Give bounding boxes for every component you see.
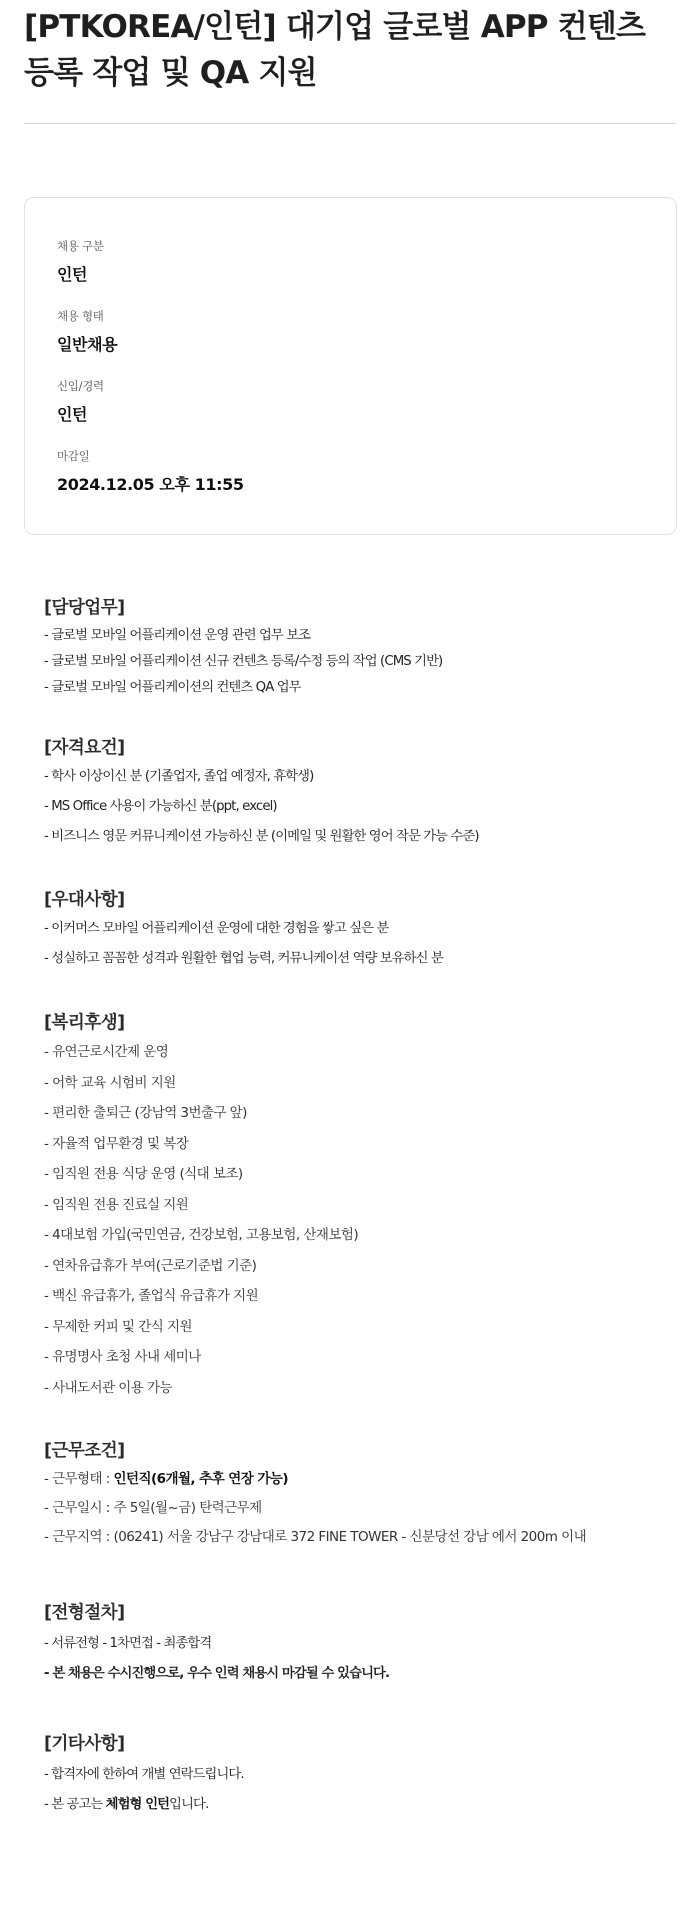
section-requirements — [44, 736, 664, 852]
notice-prefix: - 본 공고는 — [44, 1797, 106, 1812]
list-item: - 비즈니스 영문 커뮤니케이션 가능하신 분 (이메일 및 원활한 영어 작문 가능 수준) — [44, 829, 479, 844]
list-item: - 글로벌 모바일 어플리케이션의 컨텐츠 QA 업무 — [44, 680, 301, 695]
notice-bold: 체험형 인턴 — [105, 1797, 170, 1812]
work-days-line: - 근무일시 : 주 5일(월~금) 탄력근무제 — [44, 1500, 262, 1516]
work-location-line: - 근무지역 : (06241) 서울 강남구 강남대로 372 FINE TOWER - 신분당선 강남 에서 200m 이내 — [44, 1529, 587, 1545]
list-item: - 4대보험 가입(국민연금, 건강보험, 고용보험, 산재보험) — [44, 1227, 359, 1243]
list-item: - 편리한 출퇴근 (강남역 3번출구 앞) — [44, 1105, 247, 1121]
list-item: - 어학 교육 시험비 지원 — [44, 1074, 176, 1091]
work-type-prefix: - 근무형태 : — [44, 1471, 114, 1487]
job-info-card — [24, 197, 677, 535]
list-item: - 백신 유급휴가, 졸업식 유급휴가 지원 — [44, 1288, 259, 1304]
section-title: [우대사항] — [44, 890, 125, 910]
field-value: 인턴 — [57, 405, 88, 424]
page-title: [PTKOREA/인턴] 대기업 글로벌 APP 컨텐츠 등록 작업 및 QA 지원 — [24, 9, 646, 91]
list-item: - 이커머스 모바일 어플리케이션 운영에 대한 경험을 쌓고 싶은 분 — [44, 921, 389, 936]
field-label: 신입/경력 — [57, 379, 104, 393]
title-divider — [24, 123, 676, 124]
list-item: - 성실하고 꼼꼼한 성격과 원활한 협업 능력, 커뮤니케이션 역량 보유하신 분 — [44, 951, 443, 966]
list-item: - 사내도서관 이용 가능 — [44, 1379, 172, 1396]
process-notice: - 본 채용은 수시진행으로, 우수 인력 채용시 마감될 수 있습니다. — [44, 1666, 390, 1681]
list-item: - MS Office 사용이 가능하신 분(ppt, excel) — [44, 799, 277, 814]
notice-suffix: 입니다. — [169, 1797, 209, 1812]
field-value: 일반채용 — [57, 335, 118, 354]
section-title: [전형절차] — [44, 1603, 125, 1623]
work-type-value: 인턴직(6개월, 추후 연장 가능) — [113, 1471, 289, 1487]
section-duties — [44, 596, 664, 701]
list-item: - 임직원 전용 식당 운영 (식대 보조) — [44, 1166, 243, 1182]
field-value: 인턴 — [57, 265, 88, 284]
section-title: [담당업무] — [44, 598, 125, 618]
process-steps: - 서류전형 - 1차면접 - 최종합격 — [44, 1636, 212, 1651]
info-field-experience — [57, 378, 104, 426]
field-label: 마감일 — [57, 449, 90, 463]
section-etc — [44, 1732, 664, 1820]
list-item: - 글로벌 모바일 어플리케이션 신규 컨텐츠 등록/수정 등의 작업 (CMS 기반) — [44, 654, 443, 669]
list-item: - 무제한 커피 및 간식 지원 — [44, 1318, 192, 1335]
info-field-employment-type — [57, 308, 117, 356]
work-type-line — [44, 1465, 664, 1494]
info-field-deadline — [57, 448, 244, 496]
section-preferred — [44, 888, 664, 974]
field-value: 2024.12.05 오후 11:55 — [57, 475, 244, 494]
section-title: [복리후생] — [44, 1013, 125, 1033]
info-field-category — [57, 238, 104, 286]
list-item: - 연차유급휴가 부여(근로기준법 기준) — [44, 1257, 257, 1274]
field-label: 채용 구분 — [57, 239, 104, 253]
section-title: [자격요건] — [44, 738, 125, 758]
contact-notice: - 합격자에 한하여 개별 연락드립니다. — [44, 1767, 244, 1782]
section-conditions — [44, 1439, 664, 1552]
list-item: - 유명명사 초청 사내 세미나 — [44, 1349, 201, 1365]
list-item: - 임직원 전용 진료실 지원 — [44, 1196, 189, 1213]
list-item: - 자율적 업무환경 및 복장 — [44, 1135, 189, 1152]
section-title: [근무조건] — [44, 1441, 125, 1461]
section-benefits — [44, 1011, 664, 1403]
internship-notice — [44, 1790, 664, 1820]
section-title: [기타사항] — [44, 1734, 125, 1754]
section-process — [44, 1601, 664, 1689]
list-item: - 학사 이상이신 분 (기졸업자, 졸업 예정자, 휴학생) — [44, 769, 314, 784]
list-item: - 글로벌 모바일 어플리케이션 운영 관련 업무 보조 — [44, 628, 311, 643]
field-label: 채용 형태 — [57, 309, 104, 323]
list-item: - 유연근로시간제 운영 — [44, 1044, 169, 1060]
